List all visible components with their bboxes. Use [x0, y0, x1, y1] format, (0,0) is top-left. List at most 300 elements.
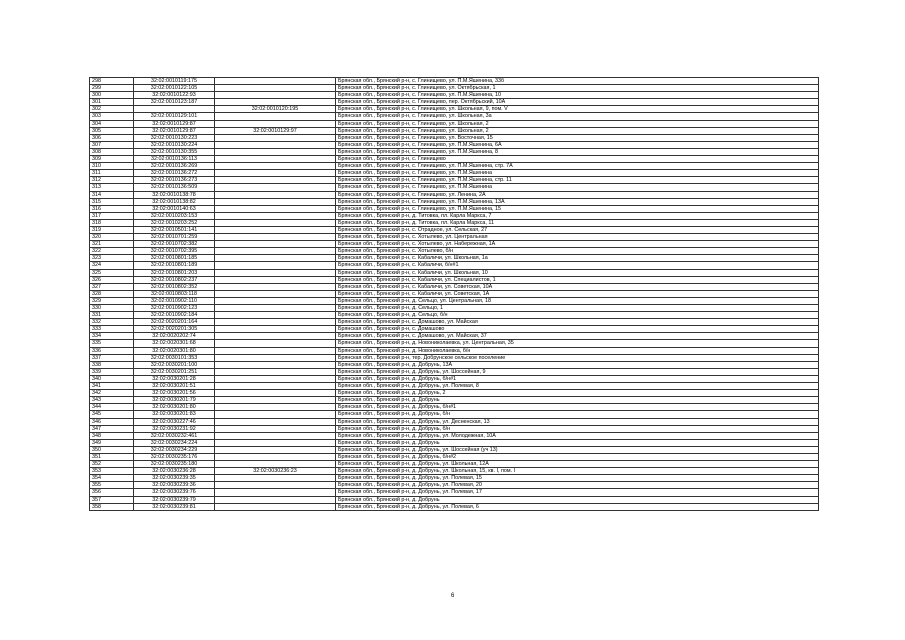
- row-number-cell: 334: [90, 333, 134, 340]
- table-row: [90, 205, 819, 212]
- table-row: [90, 319, 819, 326]
- table-row: [90, 425, 819, 432]
- address-cell: Брянская обл., Брянский р-н, д. Новониколаевка, б/н: [336, 347, 819, 354]
- cadastral-number-cell: 32:02:0010138:82: [134, 198, 215, 205]
- cadastral-number-cell: 32:02:0010130:224: [134, 141, 215, 148]
- related-cadastral-number-cell: [215, 390, 336, 397]
- related-cadastral-number-cell: [215, 205, 336, 212]
- address-cell: Брянская обл., Брянский р-н, с. Домашово, ул. Майская: [336, 319, 819, 326]
- address-cell: Брянская обл., Брянский р-н, д. Титовка, пл. Карла Маркса, 11: [336, 219, 819, 226]
- related-cadastral-number-cell: [215, 120, 336, 127]
- cadastral-number-cell: 32:02:0030232:461: [134, 432, 215, 439]
- table-row: [90, 432, 819, 439]
- related-cadastral-number-cell: [215, 383, 336, 390]
- row-number-cell: 321: [90, 241, 134, 248]
- related-cadastral-number-cell: [215, 99, 336, 106]
- address-cell: Брянская обл., Брянский р-н, д. Добрунь: [336, 439, 819, 446]
- address-cell: Брянская обл., Брянский р-н, с. Кабаличи, ул. Советская, 10А: [336, 283, 819, 290]
- related-cadastral-number-cell: [215, 340, 336, 347]
- related-cadastral-number-cell: [215, 134, 336, 141]
- cadastral-number-cell: 32:02:0010122:93: [134, 92, 215, 99]
- cadastral-number-cell: 32:02:0030201:28: [134, 375, 215, 382]
- row-number-cell: 303: [90, 113, 134, 120]
- related-cadastral-number-cell: [215, 255, 336, 262]
- cadastral-number-cell: 32:02:0010136:272: [134, 170, 215, 177]
- related-cadastral-number-cell: [215, 212, 336, 219]
- related-cadastral-number-cell: [215, 354, 336, 361]
- related-cadastral-number-cell: [215, 489, 336, 496]
- cadastral-number-cell: 32:02:0030101:353: [134, 354, 215, 361]
- address-cell: Брянская обл., Брянский р-н, с. Глинищево, ул. П.М.Яшенина, 13А: [336, 198, 819, 205]
- table-row: [90, 397, 819, 404]
- cadastral-number-cell: 32:02:0030239:35: [134, 475, 215, 482]
- cadastral-number-cell: 32:02:0010801:185: [134, 255, 215, 262]
- row-number-cell: 335: [90, 340, 134, 347]
- table-row: [90, 141, 819, 148]
- cadastral-number-cell: 32:02:0030236:28: [134, 468, 215, 475]
- row-number-cell: 337: [90, 354, 134, 361]
- table-row: [90, 212, 819, 219]
- cadastral-number-cell: 32:02:0010702:395: [134, 248, 215, 255]
- address-cell: Брянская обл., Брянский р-н, с. Домашово: [336, 326, 819, 333]
- row-number-cell: 354: [90, 475, 134, 482]
- address-cell: Брянская обл., Брянский р-н, д. Сельцо, 1: [336, 305, 819, 312]
- related-cadastral-number-cell: [215, 141, 336, 148]
- table-row: [90, 404, 819, 411]
- address-cell: Брянская обл., Брянский р-н, с. Кабаличи, ул. Школьная, 1а: [336, 255, 819, 262]
- cadastral-number-cell: 32:02:0030201:100: [134, 361, 215, 368]
- row-number-cell: 356: [90, 489, 134, 496]
- address-cell: Брянская обл., Брянский р-н, д. Добрунь, ул. Школьная, 12А: [336, 461, 819, 468]
- related-cadastral-number-cell: [215, 163, 336, 170]
- address-cell: Брянская обл., Брянский р-н, с. Хотылево, ул. Набережная, 1А: [336, 241, 819, 248]
- cadastral-number-cell: 32:02:0010801:203: [134, 269, 215, 276]
- related-cadastral-number-cell: [215, 312, 336, 319]
- related-cadastral-number-cell: [215, 361, 336, 368]
- table-row: [90, 92, 819, 99]
- address-cell: Брянская обл., Брянский р-н, с. Глинищево, ул. П.М.Яшенина, 33б: [336, 78, 819, 85]
- related-cadastral-number-cell: [215, 461, 336, 468]
- address-cell: Брянская обл., Брянский р-н, с. Глинищево, ул. П.М.Яшенина: [336, 184, 819, 191]
- table-row: [90, 375, 819, 382]
- row-number-cell: 343: [90, 397, 134, 404]
- row-number-cell: 315: [90, 198, 134, 205]
- table-row: [90, 156, 819, 163]
- related-cadastral-number-cell: [215, 148, 336, 155]
- cadastral-number-cell: 32:02:0010136:113: [134, 156, 215, 163]
- row-number-cell: 300: [90, 92, 134, 99]
- address-cell: Брянская обл., Брянский р-н, с. Глинищево, ул. П.М.Яшенина, 6А: [336, 141, 819, 148]
- cadastral-number-cell: 32:02:0030239:79: [134, 496, 215, 503]
- related-cadastral-number-cell: [215, 248, 336, 255]
- address-cell: Брянская обл., Брянский р-н, с. Глинищево, ул. П.М.Яшенина, стр. 11: [336, 177, 819, 184]
- table-row: [90, 127, 819, 134]
- related-cadastral-number-cell: [215, 297, 336, 304]
- table-row: [90, 283, 819, 290]
- related-cadastral-number-cell: [215, 439, 336, 446]
- row-number-cell: 352: [90, 461, 134, 468]
- table-row: [90, 439, 819, 446]
- address-cell: Брянская обл., Брянский р-н, с. Отрадное, ул. Сельская, 27: [336, 226, 819, 233]
- table-row: [90, 354, 819, 361]
- related-cadastral-number-cell: [215, 404, 336, 411]
- address-cell: Брянская обл., Брянский р-н, д. Добрунь, ул. Полевая, 8: [336, 383, 819, 390]
- row-number-cell: 345: [90, 411, 134, 418]
- address-cell: Брянская обл., Брянский р-н, с. Кабаличи, ул. Школьная, 10: [336, 269, 819, 276]
- table-row: [90, 297, 819, 304]
- table-row: [90, 418, 819, 425]
- cadastral-number-cell: 32:02:0010203:153: [134, 212, 215, 219]
- row-number-cell: 320: [90, 234, 134, 241]
- related-cadastral-number-cell: [215, 319, 336, 326]
- address-cell: Брянская обл., Брянский р-н, д. Добрунь, 13А: [336, 361, 819, 368]
- address-cell: Брянская обл., Брянский р-н, д. Добрунь, ул. Полевая, 20: [336, 482, 819, 489]
- row-number-cell: 349: [90, 439, 134, 446]
- related-cadastral-number-cell: [215, 269, 336, 276]
- table-row: [90, 468, 819, 475]
- related-cadastral-number-cell: [215, 191, 336, 198]
- row-number-cell: 346: [90, 418, 134, 425]
- row-number-cell: 341: [90, 383, 134, 390]
- row-number-cell: 319: [90, 226, 134, 233]
- table-row: [90, 99, 819, 106]
- related-cadastral-number-cell: [215, 446, 336, 453]
- row-number-cell: 310: [90, 163, 134, 170]
- address-cell: Брянская обл., Брянский р-н, д. Добрунь: [336, 397, 819, 404]
- table-row: [90, 333, 819, 340]
- row-number-cell: 357: [90, 496, 134, 503]
- table-row: [90, 475, 819, 482]
- cadastral-number-cell: 32:02:0010129:87: [134, 120, 215, 127]
- row-number-cell: 309: [90, 156, 134, 163]
- related-cadastral-number-cell: [215, 347, 336, 354]
- address-cell: Брянская обл., Брянский р-н, д. Добрунь, б/н#1: [336, 404, 819, 411]
- row-number-cell: 328: [90, 290, 134, 297]
- related-cadastral-number-cell: [215, 113, 336, 120]
- related-cadastral-number-cell: [215, 425, 336, 432]
- table-row: [90, 312, 819, 319]
- table-row: [90, 489, 819, 496]
- related-cadastral-number-cell: 32:02:0010129:97: [215, 127, 336, 134]
- cadastral-number-cell: 32:02:0010902:184: [134, 312, 215, 319]
- address-cell: Брянская обл., Брянский р-н, д. Добрунь, б/н: [336, 411, 819, 418]
- table-row: [90, 226, 819, 233]
- row-number-cell: 338: [90, 361, 134, 368]
- cadastral-number-cell: 32:02:0030201:51: [134, 383, 215, 390]
- table-row: [90, 361, 819, 368]
- table-row: [90, 347, 819, 354]
- cadastral-number-cell: 32:02:0030235:180: [134, 461, 215, 468]
- address-cell: Брянская обл., Брянский р-н, с. Глинищево, ул. П.М.Яшенина: [336, 170, 819, 177]
- cadastral-number-cell: 32:02:0020301:68: [134, 340, 215, 347]
- address-cell: Брянская обл., Брянский р-н, с. Глинищево, ул. П.М.Яшенина, 10: [336, 92, 819, 99]
- related-cadastral-number-cell: [215, 198, 336, 205]
- table-row: [90, 340, 819, 347]
- table-row: [90, 219, 819, 226]
- row-number-cell: 313: [90, 184, 134, 191]
- table-row: [90, 85, 819, 92]
- table-row: [90, 290, 819, 297]
- table-row: [90, 134, 819, 141]
- row-number-cell: 314: [90, 191, 134, 198]
- row-number-cell: 312: [90, 177, 134, 184]
- address-cell: Брянская обл., Брянский р-н, с. Глинищево, ул. П.М.Яшенина, стр. 7А: [336, 163, 819, 170]
- table-row: [90, 411, 819, 418]
- related-cadastral-number-cell: [215, 305, 336, 312]
- cadastral-number-cell: 32:02:0030201:80: [134, 404, 215, 411]
- row-number-cell: 330: [90, 305, 134, 312]
- row-number-cell: 344: [90, 404, 134, 411]
- table-row: [90, 390, 819, 397]
- row-number-cell: 311: [90, 170, 134, 177]
- related-cadastral-number-cell: [215, 85, 336, 92]
- row-number-cell: 327: [90, 283, 134, 290]
- cadastral-number-cell: 32:02:0010136:269: [134, 163, 215, 170]
- table-row: [90, 184, 819, 191]
- table-row: [90, 170, 819, 177]
- related-cadastral-number-cell: [215, 219, 336, 226]
- related-cadastral-number-cell: [215, 170, 336, 177]
- related-cadastral-number-cell: [215, 283, 336, 290]
- row-number-cell: 336: [90, 347, 134, 354]
- cadastral-number-cell: 32:02:0030231:92: [134, 425, 215, 432]
- row-number-cell: 347: [90, 425, 134, 432]
- table-row: [90, 255, 819, 262]
- table-row: [90, 106, 819, 113]
- cadastral-number-cell: 32:02:0010803:118: [134, 290, 215, 297]
- address-cell: Брянская обл., Брянский р-н, д. Добрунь, ул. Полевая, 17: [336, 489, 819, 496]
- related-cadastral-number-cell: [215, 432, 336, 439]
- row-number-cell: 299: [90, 85, 134, 92]
- row-number-cell: 351: [90, 453, 134, 460]
- related-cadastral-number-cell: [215, 503, 336, 510]
- cadastral-number-cell: 32:02:0010902:110: [134, 297, 215, 304]
- address-cell: Брянская обл., Брянский р-н, с. Глинищево, ул. Школьная, 3а: [336, 113, 819, 120]
- row-number-cell: 353: [90, 468, 134, 475]
- cadastral-number-cell: 32:02:0020201:164: [134, 319, 215, 326]
- address-cell: Брянская обл., Брянский р-н, с. Глинищево, ул. Октябрьская, 1: [336, 85, 819, 92]
- cadastral-number-cell: 32:02:0010123:187: [134, 99, 215, 106]
- address-cell: Брянская обл., Брянский р-н, с. Глинищево, ул. П.М.Яшенина, 8: [336, 148, 819, 155]
- address-cell: Брянская обл., Брянский р-н, с. Хотылево, ул. Центральная: [336, 234, 819, 241]
- cadastral-number-cell: 32:02:0010902:123: [134, 305, 215, 312]
- row-number-cell: 301: [90, 99, 134, 106]
- cadastral-number-cell: 32:02:0020202:74: [134, 333, 215, 340]
- cadastral-number-cell: 32:02:0030239:36: [134, 482, 215, 489]
- table-row: [90, 163, 819, 170]
- row-number-cell: 329: [90, 297, 134, 304]
- row-number-cell: 317: [90, 212, 134, 219]
- row-number-cell: 355: [90, 482, 134, 489]
- row-number-cell: 350: [90, 446, 134, 453]
- address-cell: Брянская обл., Брянский р-н, с. Глинищево, ул. Школьная, 2: [336, 120, 819, 127]
- address-cell: Брянская обл., Брянский р-н, д. Добрунь, ул. Шоссейная, 9: [336, 368, 819, 375]
- related-cadastral-number-cell: [215, 482, 336, 489]
- related-cadastral-number-cell: 32:02:0030236:23: [215, 468, 336, 475]
- cadastral-number-cell: 32:02:0030239:81: [134, 503, 215, 510]
- related-cadastral-number-cell: [215, 418, 336, 425]
- row-number-cell: 326: [90, 276, 134, 283]
- cadastral-number-cell: 32:02:0010130:223: [134, 134, 215, 141]
- table-row: [90, 326, 819, 333]
- related-cadastral-number-cell: [215, 78, 336, 85]
- address-cell: Брянская обл., Брянский р-н, д. Добрунь, ул. Полевая, 6: [336, 503, 819, 510]
- row-number-cell: 307: [90, 141, 134, 148]
- table-row: [90, 383, 819, 390]
- table-row: [90, 446, 819, 453]
- row-number-cell: 322: [90, 248, 134, 255]
- cadastral-number-cell: [134, 106, 215, 113]
- address-cell: Брянская обл., Брянский р-н, с. Глинищево, пер. Октябрьский, 10А: [336, 99, 819, 106]
- related-cadastral-number-cell: [215, 276, 336, 283]
- related-cadastral-number-cell: [215, 333, 336, 340]
- related-cadastral-number-cell: 32:02:0010120:195: [215, 106, 336, 113]
- table-row: [90, 368, 819, 375]
- cadastral-number-cell: 32:02:0010701:259: [134, 234, 215, 241]
- cadastral-number-cell: 32:02:0010702:382: [134, 241, 215, 248]
- row-number-cell: 348: [90, 432, 134, 439]
- address-cell: Брянская обл., Брянский р-н, с. Глинищево, ул. Школьная, 9, пом. V: [336, 106, 819, 113]
- row-number-cell: 331: [90, 312, 134, 319]
- address-cell: Брянская обл., Брянский р-н, с. Глинищево, ул. Ленина, 2А: [336, 191, 819, 198]
- row-number-cell: 306: [90, 134, 134, 141]
- row-number-cell: 318: [90, 219, 134, 226]
- row-number-cell: 324: [90, 262, 134, 269]
- row-number-cell: 333: [90, 326, 134, 333]
- related-cadastral-number-cell: [215, 453, 336, 460]
- row-number-cell: 298: [90, 78, 134, 85]
- cadastral-number-cell: 32:02:0030234:224: [134, 439, 215, 446]
- related-cadastral-number-cell: [215, 397, 336, 404]
- table-row: [90, 269, 819, 276]
- row-number-cell: 316: [90, 205, 134, 212]
- address-cell: Брянская обл., Брянский р-н, д. Сельцо, ул. Центральная, 18: [336, 297, 819, 304]
- cadastral-number-cell: 32:02:0030201:79: [134, 397, 215, 404]
- cadastral-number-cell: 32:02:0010130:355: [134, 148, 215, 155]
- related-cadastral-number-cell: [215, 290, 336, 297]
- related-cadastral-number-cell: [215, 241, 336, 248]
- table-row: [90, 453, 819, 460]
- address-cell: Брянская обл., Брянский р-н, д. Добрунь, ул. Молодежная, 10А: [336, 432, 819, 439]
- table-row: [90, 503, 819, 510]
- cadastral-number-cell: 32:02:0010801:189: [134, 262, 215, 269]
- address-cell: Брянская обл., Брянский р-н, с. Кабаличи, б/н#1: [336, 262, 819, 269]
- table-row: [90, 262, 819, 269]
- address-cell: Брянская обл., Брянский р-н, с. Домашово, ул. Майская, 37: [336, 333, 819, 340]
- cadastral-number-cell: 32:02:0020201:305: [134, 326, 215, 333]
- related-cadastral-number-cell: [215, 496, 336, 503]
- table-row: [90, 113, 819, 120]
- row-number-cell: 358: [90, 503, 134, 510]
- cadastral-number-cell: 32:02:0030239:76: [134, 489, 215, 496]
- table-row: [90, 78, 819, 85]
- cadastral-number-cell: 32:02:0010119:175: [134, 78, 215, 85]
- cadastral-number-cell: 32:02:0010136:509: [134, 184, 215, 191]
- row-number-cell: 323: [90, 255, 134, 262]
- address-cell: Брянская обл., Брянский р-н, д. Титовка, пл. Карла Маркса, 7: [336, 212, 819, 219]
- table-row: [90, 276, 819, 283]
- table-row: [90, 482, 819, 489]
- address-cell: Брянская обл., Брянский р-н, д. Добрунь, б/н#2: [336, 453, 819, 460]
- table-row: [90, 248, 819, 255]
- row-number-cell: 308: [90, 148, 134, 155]
- table-row: [90, 120, 819, 127]
- cadastral-number-cell: 32:02:0020301:80: [134, 347, 215, 354]
- cadastral-number-cell: 32:02:0010140:63: [134, 205, 215, 212]
- address-cell: Брянская обл., Брянский р-н, тер. Добрунское сельское поселение: [336, 354, 819, 361]
- related-cadastral-number-cell: [215, 177, 336, 184]
- address-cell: Брянская обл., Брянский р-н, д. Добрунь: [336, 496, 819, 503]
- related-cadastral-number-cell: [215, 475, 336, 482]
- row-number-cell: 302: [90, 106, 134, 113]
- cadastral-number-cell: 32:02:0010129:101: [134, 113, 215, 120]
- table-row: [90, 234, 819, 241]
- address-cell: Брянская обл., Брянский р-н, д. Новониколаевка, ул. Центральная, 35: [336, 340, 819, 347]
- cadastral-number-cell: 32:02:0010138:78: [134, 191, 215, 198]
- registry-body: [90, 78, 819, 511]
- address-cell: Брянская обл., Брянский р-н, с. Кабаличи, ул. Советская, 1А: [336, 290, 819, 297]
- address-cell: Брянская обл., Брянский р-н, с. Кабаличи, ул. Специалистов, 1: [336, 276, 819, 283]
- cadastral-number-cell: 32:02:0010129:87: [134, 127, 215, 134]
- cadastral-number-cell: 32:02:0030201:56: [134, 390, 215, 397]
- address-cell: Брянская обл., Брянский р-н, с. Глинищево, ул. П.М.Яшенина, 15: [336, 205, 819, 212]
- cadastral-number-cell: 32:02:0010802:352: [134, 283, 215, 290]
- table-row: [90, 177, 819, 184]
- row-number-cell: 325: [90, 269, 134, 276]
- related-cadastral-number-cell: [215, 226, 336, 233]
- page-number: 6: [451, 593, 455, 599]
- address-cell: Брянская обл., Брянский р-н, д. Добрунь, б/н#1: [336, 375, 819, 382]
- cadastral-number-cell: 32:02:0030201:83: [134, 411, 215, 418]
- row-number-cell: 332: [90, 319, 134, 326]
- address-cell: Брянская обл., Брянский р-н, д. Добрунь, ул. Школьная, 15, кв. I, пом. I: [336, 468, 819, 475]
- address-cell: Брянская обл., Брянский р-н, с. Хотылево, б/н: [336, 248, 819, 255]
- table-row: [90, 496, 819, 503]
- table-row: [90, 148, 819, 155]
- row-number-cell: 305: [90, 127, 134, 134]
- address-cell: Брянская обл., Брянский р-н, д. Добрунь, ул. Десненская, 13: [336, 418, 819, 425]
- row-number-cell: 340: [90, 375, 134, 382]
- address-cell: Брянская обл., Брянский р-н, с. Глинищево, ул. Школьная, 2: [336, 127, 819, 134]
- cadastral-number-cell: 32:02:0010802:237: [134, 276, 215, 283]
- cadastral-number-cell: 32:02:0030235:176: [134, 453, 215, 460]
- cadastral-number-cell: 32:02:0030201:251: [134, 368, 215, 375]
- cadastral-number-cell: 32:02:0030227:46: [134, 418, 215, 425]
- table-row: [90, 241, 819, 248]
- cadastral-number-cell: 32:02:0010203:252: [134, 219, 215, 226]
- address-cell: Брянская обл., Брянский р-н, д. Сельцо, б/н: [336, 312, 819, 319]
- address-cell: Брянская обл., Брянский р-н, д. Добрунь, ул. Полевая, 15: [336, 475, 819, 482]
- cadastral-number-cell: 32:02:0010122:105: [134, 85, 215, 92]
- registry-table: [89, 77, 819, 511]
- cadastral-number-cell: 32:02:0030234:229: [134, 446, 215, 453]
- related-cadastral-number-cell: [215, 156, 336, 163]
- address-cell: Брянская обл., Брянский р-н, с. Глинищево, ул. Восточная, 15: [336, 134, 819, 141]
- related-cadastral-number-cell: [215, 375, 336, 382]
- related-cadastral-number-cell: [215, 326, 336, 333]
- related-cadastral-number-cell: [215, 184, 336, 191]
- address-cell: Брянская обл., Брянский р-н, с. Глинищево: [336, 156, 819, 163]
- table-row: [90, 461, 819, 468]
- related-cadastral-number-cell: [215, 368, 336, 375]
- table-row: [90, 198, 819, 205]
- row-number-cell: 304: [90, 120, 134, 127]
- row-number-cell: 339: [90, 368, 134, 375]
- related-cadastral-number-cell: [215, 411, 336, 418]
- address-cell: Брянская обл., Брянский р-н, д. Добрунь, ул. Шоссейная (уч 13): [336, 446, 819, 453]
- related-cadastral-number-cell: [215, 262, 336, 269]
- table-row: [90, 305, 819, 312]
